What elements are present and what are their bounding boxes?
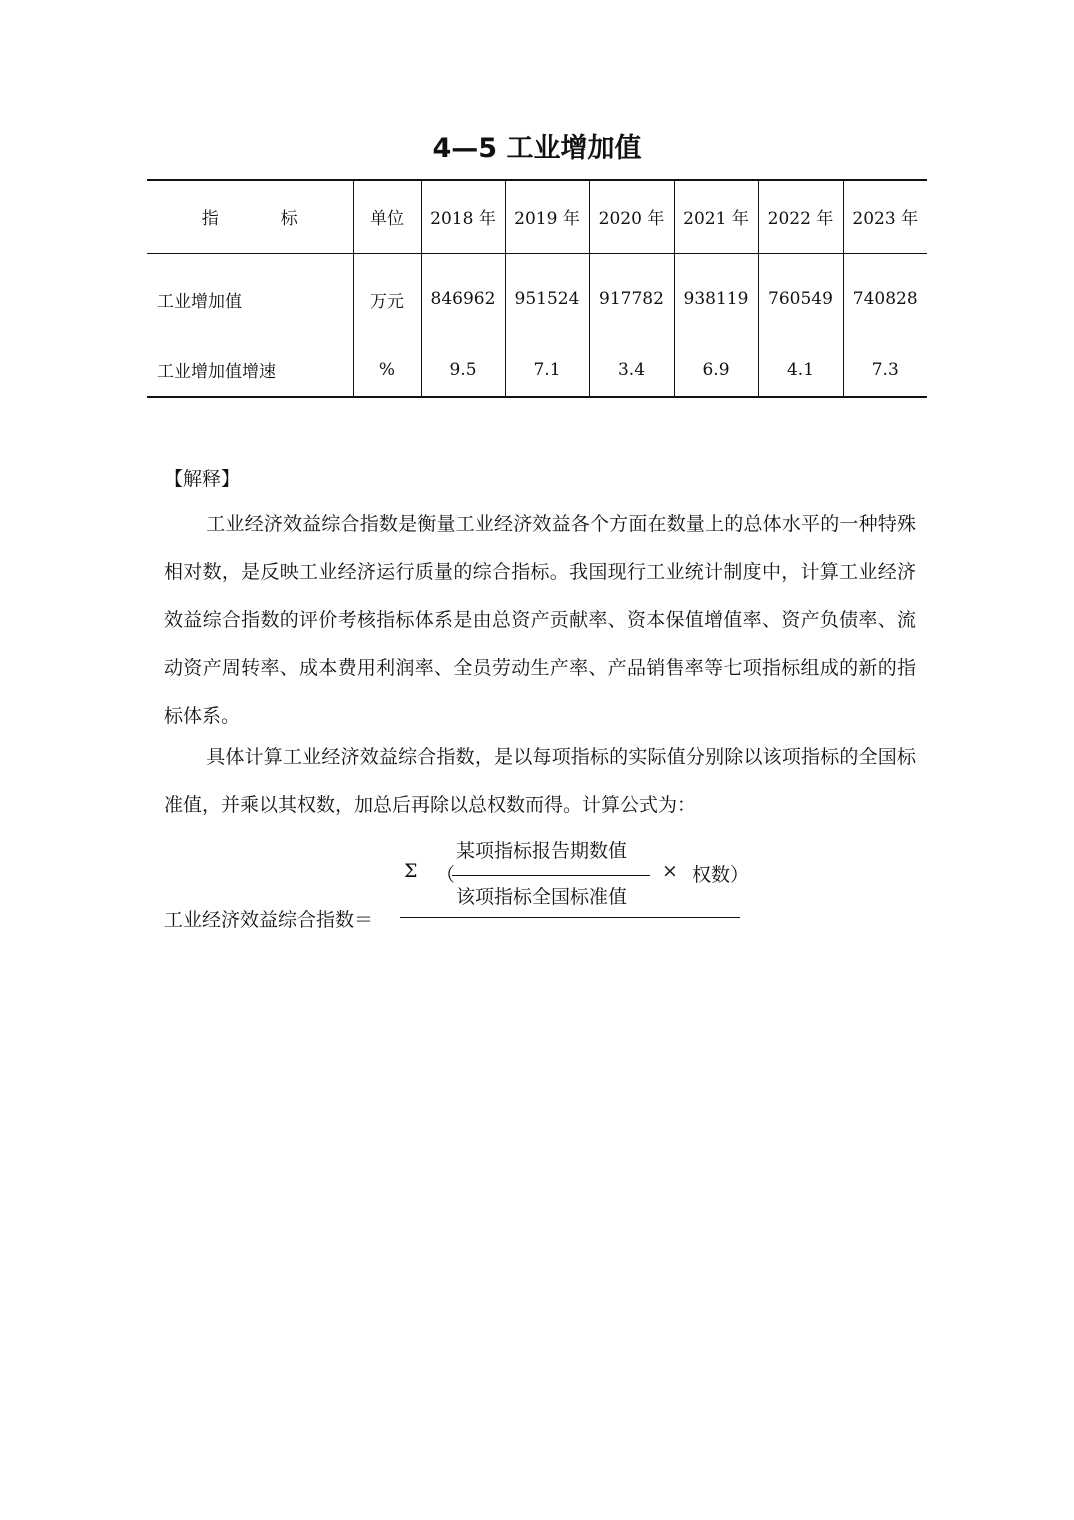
inner-fraction-bar [452,875,650,876]
formula-weight: 权数） [692,864,750,886]
formula-denominator: 该项指标全国标准值 [456,886,628,908]
table-cell: 917782 [589,253,674,343]
table-cell: 740828 [843,253,927,343]
formula-open-paren: （ [436,864,456,886]
table-cell: 7.1 [505,343,589,397]
table-cell: 3.4 [589,343,674,397]
explanation-paragraph: 工业经济效益综合指数是衡量工业经济效益各个方面在数量上的总体水平的一种特殊相对数，是反映工业经济运行质量的综合指标。我国现行工业统计制度中，计算工业经济效益综合指数的评价考核指标体系是由总资产贡献率、资本保值增值率、资产负债率、流动资产周转率、成本费用利润率、全员劳动生产率、产品销售率等七项指标组成的新的指标体系。 [164,513,916,727]
header-year: 2018 年 [421,180,505,253]
explanation-heading: 【解释】 [164,468,241,490]
table-cell: 760549 [758,253,843,343]
table-cell: 4.1 [758,343,843,397]
table-cell: 6.9 [674,343,758,397]
table-cell: 938119 [674,253,758,343]
table-cell: 9.5 [421,343,505,397]
header-year: 2020 年 [589,180,674,253]
header-year: 2023 年 [843,180,927,253]
table-cell: 7.3 [843,343,927,397]
table-row [147,253,927,343]
page-title: 4—5 工业增加值 [432,133,642,164]
table-cell: 846962 [421,253,505,343]
formula-numerator: 某项指标报告期数值 [456,840,628,862]
header-year: 2019 年 [505,180,589,253]
row-name: 工业增加值增速 [147,343,353,397]
table-row [147,343,927,397]
main-fraction-bar [400,917,740,918]
explanation-paragraph: 具体计算工业经济效益综合指数，是以每项指标的实际值分别除以该项指标的全国标准值，并乘以其权数，加总后再除以总权数而得。计算公式为： [164,746,916,816]
table-header-row [147,180,927,253]
row-unit: 万元 [353,253,421,343]
sigma-symbol: Σ [404,860,418,882]
row-unit: % [353,343,421,397]
times-symbol: × [662,860,678,882]
header-unit: 单位 [353,180,421,253]
table-cell: 951524 [505,253,589,343]
header-year: 2021 年 [674,180,758,253]
header-year: 2022 年 [758,180,843,253]
row-name: 工业增加值 [157,291,242,312]
header-indicator: 指 标 [147,180,353,253]
industrial-value-added-table [147,179,927,398]
formula-lhs: 工业经济效益综合指数＝ [164,909,374,931]
